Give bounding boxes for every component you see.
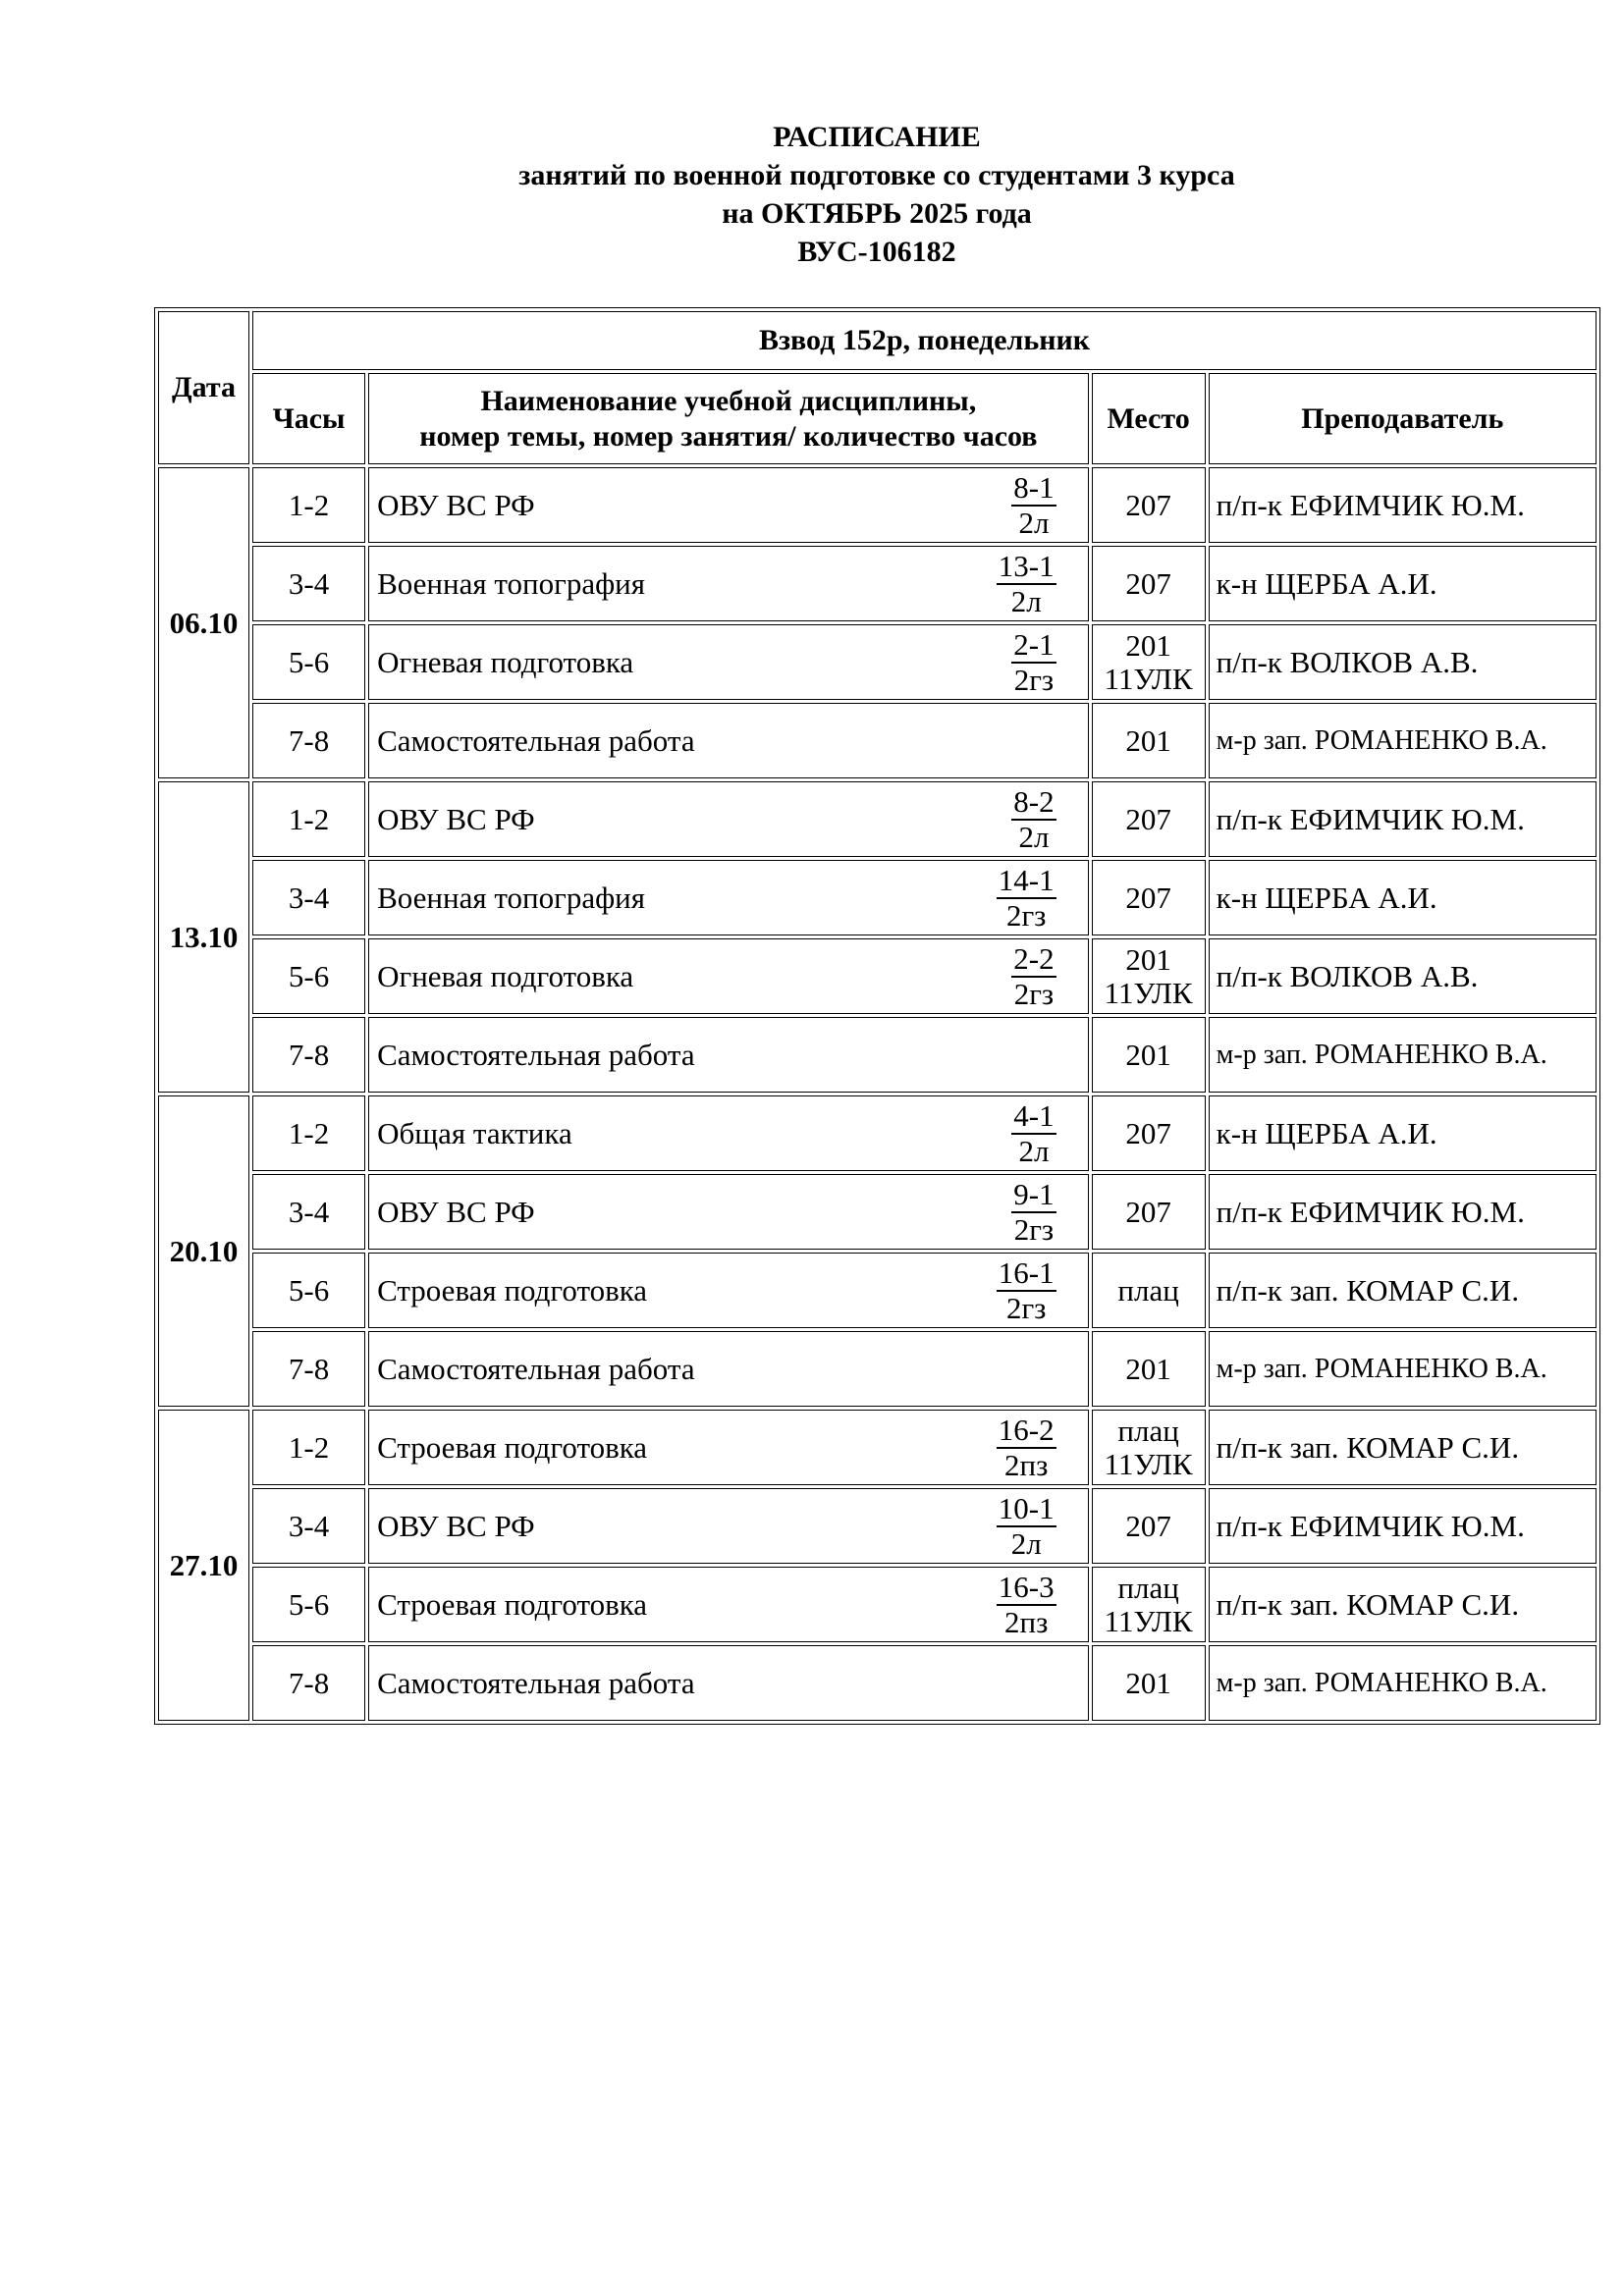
lesson-hours-type: 2л (1010, 1525, 1042, 1561)
lesson-discipline: ОВУ ВС РФ (377, 487, 535, 522)
lesson-place-building: 11УЛК (1104, 1603, 1193, 1638)
lesson-discipline: Военная топография (377, 880, 646, 915)
lesson-hours-type: 2л (1010, 583, 1042, 618)
lesson-discipline-wrap (369, 1038, 1087, 1073)
lesson-discipline-cell (368, 1567, 1088, 1642)
place-column-header: Место (1092, 373, 1206, 464)
discipline-column-header (368, 373, 1088, 464)
schedule-table (154, 307, 1600, 1725)
lesson-discipline: Строевая подготовка (377, 1272, 648, 1308)
lesson-hours: 1-2 (252, 781, 365, 857)
lesson-discipline: Самостоятельная работа (377, 1351, 695, 1386)
table-row (158, 1095, 1597, 1171)
lesson-discipline: Огневая подготовка (377, 644, 634, 679)
lesson-hours: 3-4 (252, 546, 365, 621)
lesson-discipline-cell (368, 624, 1088, 700)
lesson-discipline-cell (368, 1410, 1088, 1485)
lesson-hours-type: 2гз (1013, 662, 1055, 697)
lesson-discipline-cell (368, 546, 1088, 621)
lesson-discipline: Общая тактика (377, 1115, 572, 1150)
lesson-place-room: 201 (1125, 722, 1171, 758)
lesson-place-room: плац (1117, 1413, 1179, 1448)
lesson-place (1092, 781, 1206, 857)
lesson-discipline-cell (368, 1331, 1088, 1407)
lesson-discipline-cell (368, 1253, 1088, 1328)
lesson-discipline-cell (368, 860, 1088, 935)
table-row (158, 546, 1597, 621)
group-header: Взвод 152р, понедельник (252, 311, 1597, 370)
lesson-hours: 3-4 (252, 1488, 365, 1564)
lesson-discipline-cell (368, 1017, 1088, 1093)
lesson-place-room: плац (1117, 1570, 1179, 1605)
lesson-teacher: к-н ЩЕРБА А.И. (1209, 860, 1597, 935)
lesson-topic-fraction (997, 550, 1056, 618)
table-row (158, 1410, 1597, 1485)
lesson-teacher: к-н ЩЕРБА А.И. (1209, 546, 1597, 621)
lesson-hours-type: 2пз (1004, 1447, 1049, 1482)
lesson-place-room: 201 (1125, 1665, 1171, 1700)
lesson-hours: 7-8 (252, 703, 365, 778)
table-row (158, 1331, 1597, 1407)
lesson-teacher: п/п-к ВОЛКОВ А.В. (1209, 624, 1597, 700)
lesson-topic-fraction (997, 864, 1056, 933)
lesson-hours-type: 2гз (1005, 897, 1047, 933)
lesson-discipline-cell (368, 1174, 1088, 1250)
lesson-place (1092, 1488, 1206, 1564)
table-row (158, 938, 1597, 1014)
lesson-discipline-wrap (369, 1571, 1087, 1639)
document-specialty-code: ВУС-106182 (797, 236, 956, 268)
lesson-discipline-cell (368, 467, 1088, 543)
lesson-place (1092, 1410, 1206, 1485)
lesson-date: 20.10 (158, 1095, 249, 1407)
lesson-place-room: 207 (1125, 1194, 1171, 1229)
lesson-teacher: м-р зап. РОМАНЕНКО В.А. (1209, 1017, 1597, 1093)
lesson-discipline-wrap (369, 723, 1087, 759)
lesson-discipline: Самостоятельная работа (377, 1037, 695, 1072)
lesson-discipline-wrap (369, 1352, 1087, 1387)
lesson-discipline-cell (368, 1095, 1088, 1171)
lesson-topic-fraction (1011, 785, 1056, 854)
lesson-place (1092, 467, 1206, 543)
lesson-place-room: 207 (1125, 801, 1171, 836)
lesson-teacher: м-р зап. РОМАНЕНКО В.А. (1209, 1645, 1597, 1721)
table-row (158, 1645, 1597, 1721)
lesson-topic-fraction (997, 1492, 1056, 1561)
lesson-hours-type: 2л (1018, 505, 1050, 540)
lesson-topic-number: 9-1 (1013, 1176, 1055, 1211)
lesson-discipline: Самостоятельная работа (377, 722, 695, 758)
lesson-hours: 7-8 (252, 1331, 365, 1407)
discipline-header-line1: Наименование учебной дисциплины, (480, 384, 977, 417)
lesson-discipline: Самостоятельная работа (377, 1665, 695, 1700)
discipline-header-line2: номер темы, номер занятия/ количество часов (419, 419, 1038, 453)
lesson-place (1092, 1253, 1206, 1328)
lesson-place (1092, 860, 1206, 935)
lesson-hours: 7-8 (252, 1645, 365, 1721)
lesson-discipline-wrap (369, 550, 1087, 618)
lesson-place (1092, 1095, 1206, 1171)
lesson-discipline-cell (368, 703, 1088, 778)
table-row (158, 1017, 1597, 1093)
lesson-place (1092, 1174, 1206, 1250)
lesson-discipline: Огневая подготовка (377, 958, 634, 993)
lesson-place (1092, 1017, 1206, 1093)
lesson-discipline-cell (368, 781, 1088, 857)
lesson-teacher: м-р зап. РОМАНЕНКО В.А. (1209, 1331, 1597, 1407)
lesson-discipline-wrap (369, 1414, 1087, 1482)
hours-column-header: Часы (252, 373, 365, 464)
lesson-place (1092, 938, 1206, 1014)
document-title: РАСПИСАНИЕ (773, 121, 981, 153)
lesson-place-room: 201 (1125, 1037, 1171, 1072)
lesson-topic-number: 2-2 (1013, 940, 1055, 976)
lesson-teacher: п/п-к зап. КОМАР С.И. (1209, 1253, 1597, 1328)
lesson-topic-number: 10-1 (998, 1490, 1055, 1525)
lesson-topic-number: 8-2 (1013, 783, 1055, 819)
lesson-topic-number: 4-1 (1013, 1097, 1055, 1133)
lesson-discipline-wrap (369, 1178, 1087, 1247)
table-row (158, 624, 1597, 700)
table-row (158, 1488, 1597, 1564)
lesson-topic-fraction (1011, 1099, 1056, 1168)
schedule-body (158, 467, 1597, 1721)
table-row (158, 1567, 1597, 1642)
table-row (158, 467, 1597, 543)
lesson-topic-number: 13-1 (998, 548, 1055, 583)
lesson-teacher: п/п-к зап. КОМАР С.И. (1209, 1410, 1597, 1485)
lesson-place (1092, 1645, 1206, 1721)
lesson-discipline-cell (368, 1488, 1088, 1564)
table-row (158, 1174, 1597, 1250)
lesson-place-room: 201 (1125, 1351, 1171, 1386)
lesson-topic-fraction (1011, 1178, 1056, 1247)
lesson-discipline-wrap (369, 942, 1087, 1011)
lesson-hours: 3-4 (252, 1174, 365, 1250)
lesson-hours: 1-2 (252, 1095, 365, 1171)
lesson-teacher: к-н ЩЕРБА А.И. (1209, 1095, 1597, 1171)
lesson-topic-number: 2-1 (1013, 626, 1055, 662)
lesson-place-building: 11УЛК (1104, 1446, 1193, 1481)
lesson-hours: 1-2 (252, 467, 365, 543)
lesson-discipline-wrap (369, 1492, 1087, 1561)
lesson-hours-type: 2л (1018, 819, 1050, 854)
lesson-topic-number: 14-1 (998, 862, 1055, 897)
lesson-discipline: ОВУ ВС РФ (377, 801, 535, 836)
lesson-place-room: плац (1117, 1272, 1179, 1308)
lesson-hours-type: 2гз (1013, 976, 1055, 1011)
document-header (0, 118, 1624, 271)
lesson-topic-fraction (997, 1571, 1056, 1639)
lesson-place-room: 207 (1125, 1508, 1171, 1543)
lesson-discipline-cell (368, 1645, 1088, 1721)
lesson-discipline: Строевая подготовка (377, 1429, 648, 1465)
lesson-topic-number: 8-1 (1013, 469, 1055, 505)
lesson-discipline: Строевая подготовка (377, 1586, 648, 1622)
table-row (158, 703, 1597, 778)
table-row (158, 860, 1597, 935)
table-row (158, 1253, 1597, 1328)
lesson-topic-number: 16-2 (998, 1412, 1055, 1447)
lesson-discipline-wrap (369, 628, 1087, 697)
lesson-hours: 1-2 (252, 1410, 365, 1485)
lesson-hours: 5-6 (252, 1567, 365, 1642)
lesson-discipline-wrap (369, 1666, 1087, 1701)
lesson-discipline-wrap (369, 1256, 1087, 1325)
document-subtitle: занятий по военной подготовке со студентами 3 курса (518, 159, 1235, 191)
lesson-topic-number: 16-3 (998, 1569, 1055, 1604)
lesson-place-building: 11УЛК (1104, 661, 1193, 696)
lesson-discipline: ОВУ ВС РФ (377, 1194, 535, 1229)
lesson-hours: 5-6 (252, 1253, 365, 1328)
lesson-teacher: п/п-к ЕФИМЧИК Ю.М. (1209, 1488, 1597, 1564)
lesson-hours-type: 2гз (1013, 1211, 1055, 1247)
lesson-teacher: п/п-к ВОЛКОВ А.В. (1209, 938, 1597, 1014)
lesson-place-room: 207 (1125, 487, 1171, 522)
lesson-teacher: п/п-к ЕФИМЧИК Ю.М. (1209, 1174, 1597, 1250)
lesson-place-building: 11УЛК (1104, 975, 1193, 1010)
lesson-place (1092, 546, 1206, 621)
lesson-place-room: 207 (1125, 1115, 1171, 1150)
lesson-discipline-wrap (369, 785, 1087, 854)
lesson-place-room: 201 (1125, 627, 1171, 663)
lesson-discipline-wrap (369, 471, 1087, 540)
lesson-topic-fraction (1011, 471, 1056, 540)
lesson-place (1092, 1567, 1206, 1642)
lesson-discipline-wrap (369, 1099, 1087, 1168)
lesson-discipline: ОВУ ВС РФ (377, 1508, 535, 1543)
lesson-teacher: п/п-к ЕФИМЧИК Ю.М. (1209, 781, 1597, 857)
document-period: на ОКТЯБРЬ 2025 года (722, 197, 1032, 230)
lesson-date: 06.10 (158, 467, 249, 778)
teacher-column-header: Преподаватель (1209, 373, 1597, 464)
lesson-place (1092, 624, 1206, 700)
lesson-hours: 5-6 (252, 938, 365, 1014)
lesson-place (1092, 703, 1206, 778)
lesson-hours-type: 2л (1018, 1133, 1050, 1168)
lesson-topic-number: 16-1 (998, 1255, 1055, 1290)
lesson-place-room: 201 (1125, 941, 1171, 977)
lesson-hours: 3-4 (252, 860, 365, 935)
lesson-hours: 5-6 (252, 624, 365, 700)
lesson-discipline-wrap (369, 864, 1087, 933)
lesson-date: 27.10 (158, 1410, 249, 1721)
lesson-hours-type: 2пз (1004, 1604, 1049, 1639)
lesson-place (1092, 1331, 1206, 1407)
lesson-topic-fraction (1011, 942, 1056, 1011)
lesson-discipline-cell (368, 938, 1088, 1014)
lesson-topic-fraction (997, 1256, 1056, 1325)
lesson-teacher: п/п-к зап. КОМАР С.И. (1209, 1567, 1597, 1642)
lesson-topic-fraction (997, 1414, 1056, 1482)
lesson-hours-type: 2гз (1005, 1290, 1047, 1325)
table-row (158, 781, 1597, 857)
lesson-date: 13.10 (158, 781, 249, 1093)
lesson-teacher: п/п-к ЕФИМЧИК Ю.М. (1209, 467, 1597, 543)
lesson-topic-fraction (1011, 628, 1056, 697)
lesson-discipline: Военная топография (377, 565, 646, 601)
lesson-teacher: м-р зап. РОМАНЕНКО В.А. (1209, 703, 1597, 778)
lesson-place-room: 207 (1125, 565, 1171, 601)
date-column-header: Дата (158, 311, 249, 464)
lesson-place-room: 207 (1125, 880, 1171, 915)
lesson-hours: 7-8 (252, 1017, 365, 1093)
